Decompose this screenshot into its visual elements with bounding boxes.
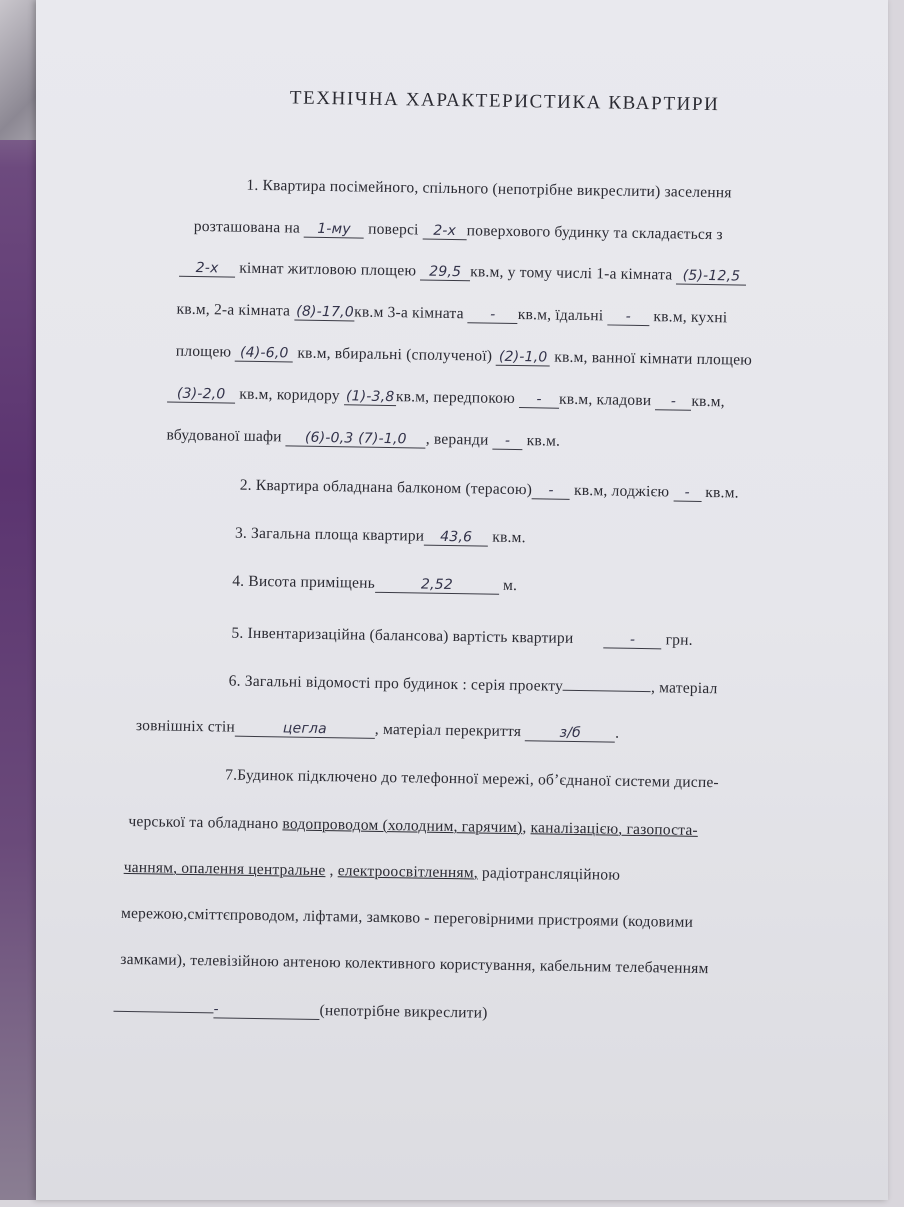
p7-line-2: черської та обладнано водопроводом (холодним, гарячим), каналізацією, газопоста- xyxy=(128,812,698,839)
loggia-field: - xyxy=(673,484,701,501)
height-field: 2,52 xyxy=(375,576,499,595)
p1-line-2: розташована на 1-му поверсі 2-х поверхового будинку та складається з xyxy=(193,217,723,244)
p5-line: 5. Інвентаризаційна (балансова) вартість квартири - грн. xyxy=(231,624,693,649)
value-field: - xyxy=(603,631,661,649)
rooms-field: 2-х xyxy=(179,260,235,278)
p7-line-6: - (непотрібне викреслити) xyxy=(113,999,487,1023)
p3-line: 3. Загальна площа квартири 43,6 кв.м. xyxy=(234,524,526,547)
bathroom-field: (3)-2,0 xyxy=(167,386,235,404)
p7-line-1: 7.Будинок підключено до телефонної мережі, об’єднаної системи диспе- xyxy=(225,766,719,792)
p7-line-3: чанням, опалення центральне , електроосвітленням, радіотрансляційною xyxy=(123,858,621,884)
p1-line-5: площею (4)-6,0 кв.м, вбиральні (сполученої) (2)-1,0 кв.м, ванної кімнати площею xyxy=(175,342,753,369)
p1-line-4: кв.м, 2-а кімната (8)-17,0кв.м 3-а кімната - кв.м, їдальні - кв.м, кухні xyxy=(176,300,728,327)
p6-line-2: зовнішніх стін цегла , матеріал перекриття з/б . xyxy=(135,717,620,742)
p1-line-3: 2-х кімнат житловою площею 29,5 кв.м, у тому числі 1-а кімната (5)-12,5 xyxy=(179,259,747,286)
corridor-field: (1)-3,8 xyxy=(344,388,396,406)
p7-line-5: замками), телевізійною антеною колективного користування, кабельним телебаченням xyxy=(120,950,709,978)
floor-field: 1-му xyxy=(304,221,364,239)
p2-line: 2. Квартира обладнана балконом (терасою) - кв.м, лоджією - кв.м. xyxy=(239,476,739,502)
kitchen-field: (4)-6,0 xyxy=(235,345,293,363)
ceiling-field: з/б xyxy=(525,724,615,742)
series-field xyxy=(563,690,651,692)
hall-field: - xyxy=(519,391,559,409)
p7-line-4: мережою,сміттєпроводом, ліфтами, замково - переговірними пристроями (кодовими xyxy=(120,904,694,931)
storage-field: - xyxy=(655,393,691,411)
veranda-field: - xyxy=(492,433,522,450)
room2-field: (8)-17,0 xyxy=(294,304,354,322)
cable-field: - xyxy=(213,1001,319,1020)
document-title: ТЕХНІЧНА ХАРАКТЕРИСТИКА КВАРТИРИ xyxy=(289,87,720,116)
p4-line: 4. Висота приміщень 2,52 м. xyxy=(232,572,518,595)
living-area-field: 29,5 xyxy=(420,263,470,281)
p1-line-6: (3)-2,0 кв.м, коридору (1)-3,8кв.м, передпокою - кв.м, кладови - кв.м, xyxy=(167,385,725,412)
p1-line-1: 1. Квартира посімейного, спільного (непотрібне викреслити) заселення xyxy=(246,176,732,202)
p6-line-1: 6. Загальні відомості про будинок : серія проекту , матеріал xyxy=(228,672,718,698)
room1-field: (5)-12,5 xyxy=(676,268,746,286)
p1-line-7: вбудованої шафи (6)-0,3 (7)-1,0 , веранди - кв.м. xyxy=(166,426,561,450)
walls-field: цегла xyxy=(235,720,375,739)
dining-field: - xyxy=(607,308,649,326)
room3-field: - xyxy=(468,306,518,324)
toilet-field: (2)-1,0 xyxy=(496,349,550,367)
floors-total-field: 2-х xyxy=(423,223,467,241)
closet-field: (6)-0,3 (7)-1,0 xyxy=(286,429,426,448)
total-area-field: 43,6 xyxy=(424,529,488,547)
balcony-field: - xyxy=(532,482,570,500)
